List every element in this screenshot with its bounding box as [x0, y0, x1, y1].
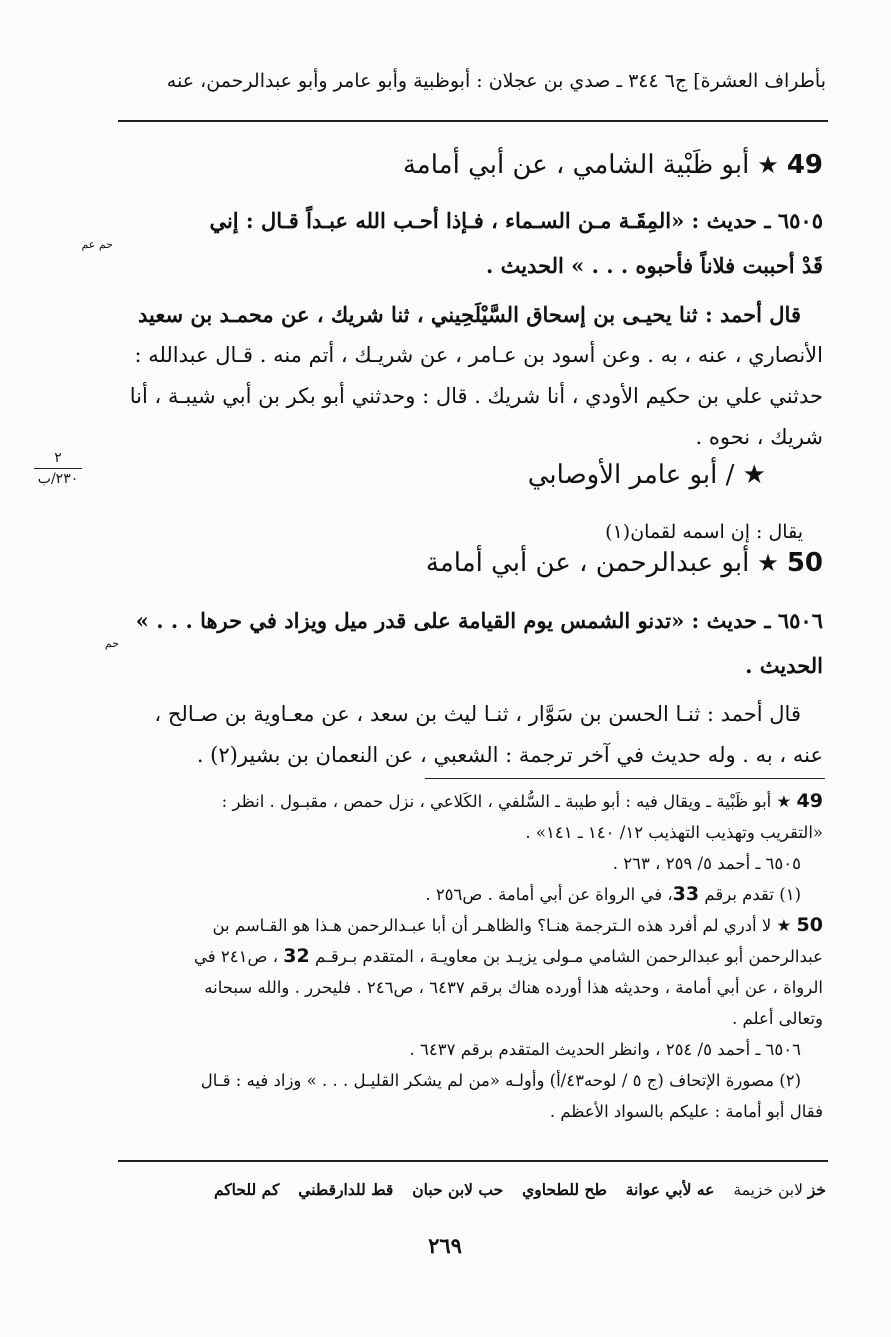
- legend-abbr: حب: [478, 1180, 504, 1199]
- footnote-50-line3: الرواة ، عن أبي أمامة ، وحديثه هذا أورده هناك برقم ٦٤٣٧ ، ص٢٤٦ . فليحرر . والله سبحانه: [204, 978, 823, 997]
- footnote-50-line4: وتعالى أعلم .: [732, 1009, 823, 1028]
- footnote-1-pre: (١) تقدم برقم: [704, 885, 801, 904]
- margin-note-divider: [34, 468, 82, 469]
- star-icon: ★: [776, 916, 792, 935]
- footnote-50-number: 50: [796, 914, 823, 936]
- legend-item: [214, 1180, 279, 1199]
- isnad-6505-line4: شريك ، نحوه .: [695, 425, 823, 449]
- awsabi-heading: ★ / أبو عامر الأوصابي: [527, 460, 766, 490]
- legend-abbr: خز: [807, 1180, 826, 1199]
- legend-rule: [118, 1160, 828, 1162]
- isnad-6505-line1: قال أحمد : ثنا يحيـى بن إسحاق السَّيْلَحِيني ، ثنا شريك ، عن محمـد بن سعيد: [138, 302, 801, 327]
- footnote-1-post: ، في الرواة عن أبي أمامة . ص٢٥٦ .: [425, 885, 673, 904]
- star-icon: ★: [757, 151, 779, 179]
- footnote-1-number: 33: [672, 883, 700, 905]
- footnote-49-text: أبو ظَبْية ـ ويقال فيه : أبو طيبة ـ السُّلفي ، الكَلاعي ، نزل حمص ، مقبـول . انظر :: [221, 792, 772, 811]
- legend-abbr: عه: [696, 1180, 715, 1199]
- footnote-50-text: لا أدري لم أفرد هذه الـترجمة هنـا؟ والظاهـر أن أبا عبـدالرحمن هـذا هو القـاسم بن: [212, 916, 772, 935]
- legend-name: للطحاوي: [522, 1180, 580, 1199]
- section-49-number: 49: [786, 150, 823, 180]
- legend-abbr: طح: [584, 1180, 607, 1199]
- hadith-6505-marks: حم عم: [81, 238, 113, 251]
- isnad-6505: [115, 294, 823, 458]
- legend-name: لابن خزيمة: [733, 1181, 803, 1199]
- isnad-6505-line3: حدثني علي بن حكيم الأودي ، أنا شريك . قال : وحدثني أبو بكر بن أبي شيبـة ، أنا: [129, 384, 823, 408]
- footnote-50-line1: [115, 910, 823, 941]
- footnote-2-line1: (٢) مصورة الإتحاف (ج ٥ / لوحه٤٣/أ) وأولـه «من لم يشكر القليـل . . . » وزاد فيه : قـال: [200, 1071, 801, 1090]
- footnote-49-number: 49: [796, 790, 823, 812]
- running-head: بأطراف العشرة] ج٦ ٣٤٤ ـ صدي بن عجلان : أبوظبية وأبو عامر وأبو عبدالرحمن، عنه: [166, 70, 826, 92]
- hadith-6506: [115, 598, 823, 688]
- footnotes: [115, 786, 823, 1127]
- page-number: ٢٦٩: [428, 1233, 462, 1258]
- isnad-6506-line1: قال أحمد : ثنـا الحسن بن سَوَّار ، ثنـا ليث بن سعد ، عن معـاوية بن صـالح ،: [154, 702, 801, 726]
- footnote-2-line2: فقال أبو أمامة : عليكم بالسواد الأعظم .: [549, 1102, 823, 1121]
- footnote-6506: ٦٥٠٦ ـ أحمد ٥/ ٢٥٤ ، وانظر الحديث المتقدم برقم ٦٤٣٧ .: [409, 1040, 801, 1059]
- hadith-6506-marks: حم: [104, 637, 119, 650]
- legend-name: لابن حبان: [412, 1180, 473, 1199]
- section-50-number: 50: [786, 548, 823, 578]
- footnote-1: [115, 879, 823, 910]
- legend-item: [733, 1181, 826, 1199]
- footnote-50-line2: [115, 941, 823, 972]
- header-rule: [118, 120, 828, 122]
- footnote-50-line2-number: 32: [283, 945, 310, 967]
- legend-name: لأبي عوانة: [625, 1180, 692, 1199]
- legend-item: [298, 1180, 393, 1199]
- hadith-6505-line2: قَدْ أحببت فلاناً فأحبوه . . . » الحديث .: [485, 253, 823, 278]
- legend-name: للدارقطني: [298, 1180, 366, 1199]
- footnote-49-line2: «التقريب وتهذيب التهذيب ١٢/ ١٤٠ ـ ١٤١» .: [525, 823, 823, 842]
- footnote-50-line2-post: ، ص٢٤١ في: [194, 947, 279, 966]
- isnad-6505-line2: الأنصاري ، عنه ، به . وعن أسود بن عـامر ، عن شريـك ، أتم منه . قـال عبدالله :: [134, 343, 823, 367]
- footnote-49-line1: [115, 786, 823, 817]
- isnad-6506: [115, 694, 823, 776]
- hadith-6506-line2: الحديث .: [745, 653, 823, 678]
- legend-item: [522, 1180, 607, 1199]
- hadith-6505-line1: ٦٥٠٥ ـ حديث : «المِقَـة مـن السـماء ، فـإذا أحـب الله عبـداً قـال : إني: [209, 208, 823, 233]
- legend-item: [412, 1180, 503, 1199]
- legend-abbr: قط: [371, 1180, 394, 1199]
- footnote-6505: ٦٥٠٥ ـ أحمد ٥/ ٢٥٩ ، ٢٦٣ .: [612, 854, 801, 873]
- margin-note-bottom: ٢٣٠/ب: [37, 471, 79, 487]
- legend-name: للحاكم: [213, 1180, 257, 1199]
- star-icon: ★: [757, 549, 779, 577]
- hadith-6505: [115, 198, 823, 288]
- section-50-heading: [426, 548, 823, 578]
- hadith-6506-line1: ٦٥٠٦ ـ حديث : «تدنو الشمس يوم القيامة على قدر ميل ويزاد في حرها . . . »: [135, 608, 823, 633]
- legend-abbr: كم: [261, 1180, 280, 1199]
- footnote-50-line2-pre: عبدالرحمن أبو عبدالرحمن الشامي مـولى يزيـد بن معاويـة ، المتقدم بـرقـم: [315, 947, 823, 966]
- margin-note: [28, 450, 88, 487]
- legend-item: [626, 1180, 715, 1199]
- section-49-heading: [403, 150, 823, 180]
- section-49-title: أبو ظَبْية الشامي ، عن أبي أمامة: [402, 150, 750, 180]
- margin-note-top: ٢: [54, 450, 62, 466]
- isnad-6506-line2: عنه ، به . وله حديث في آخر ترجمة : الشعبي ، عن النعمان بن بشير(٢) .: [196, 743, 823, 767]
- star-icon: ★: [776, 792, 792, 811]
- section-50-title: أبو عبدالرحمن ، عن أبي أمامة: [425, 548, 750, 578]
- footnote-rule: [425, 778, 825, 779]
- awsabi-note: يقال : إن اسمه لقمان(١): [605, 521, 803, 543]
- abbreviation-legend: [120, 1180, 826, 1199]
